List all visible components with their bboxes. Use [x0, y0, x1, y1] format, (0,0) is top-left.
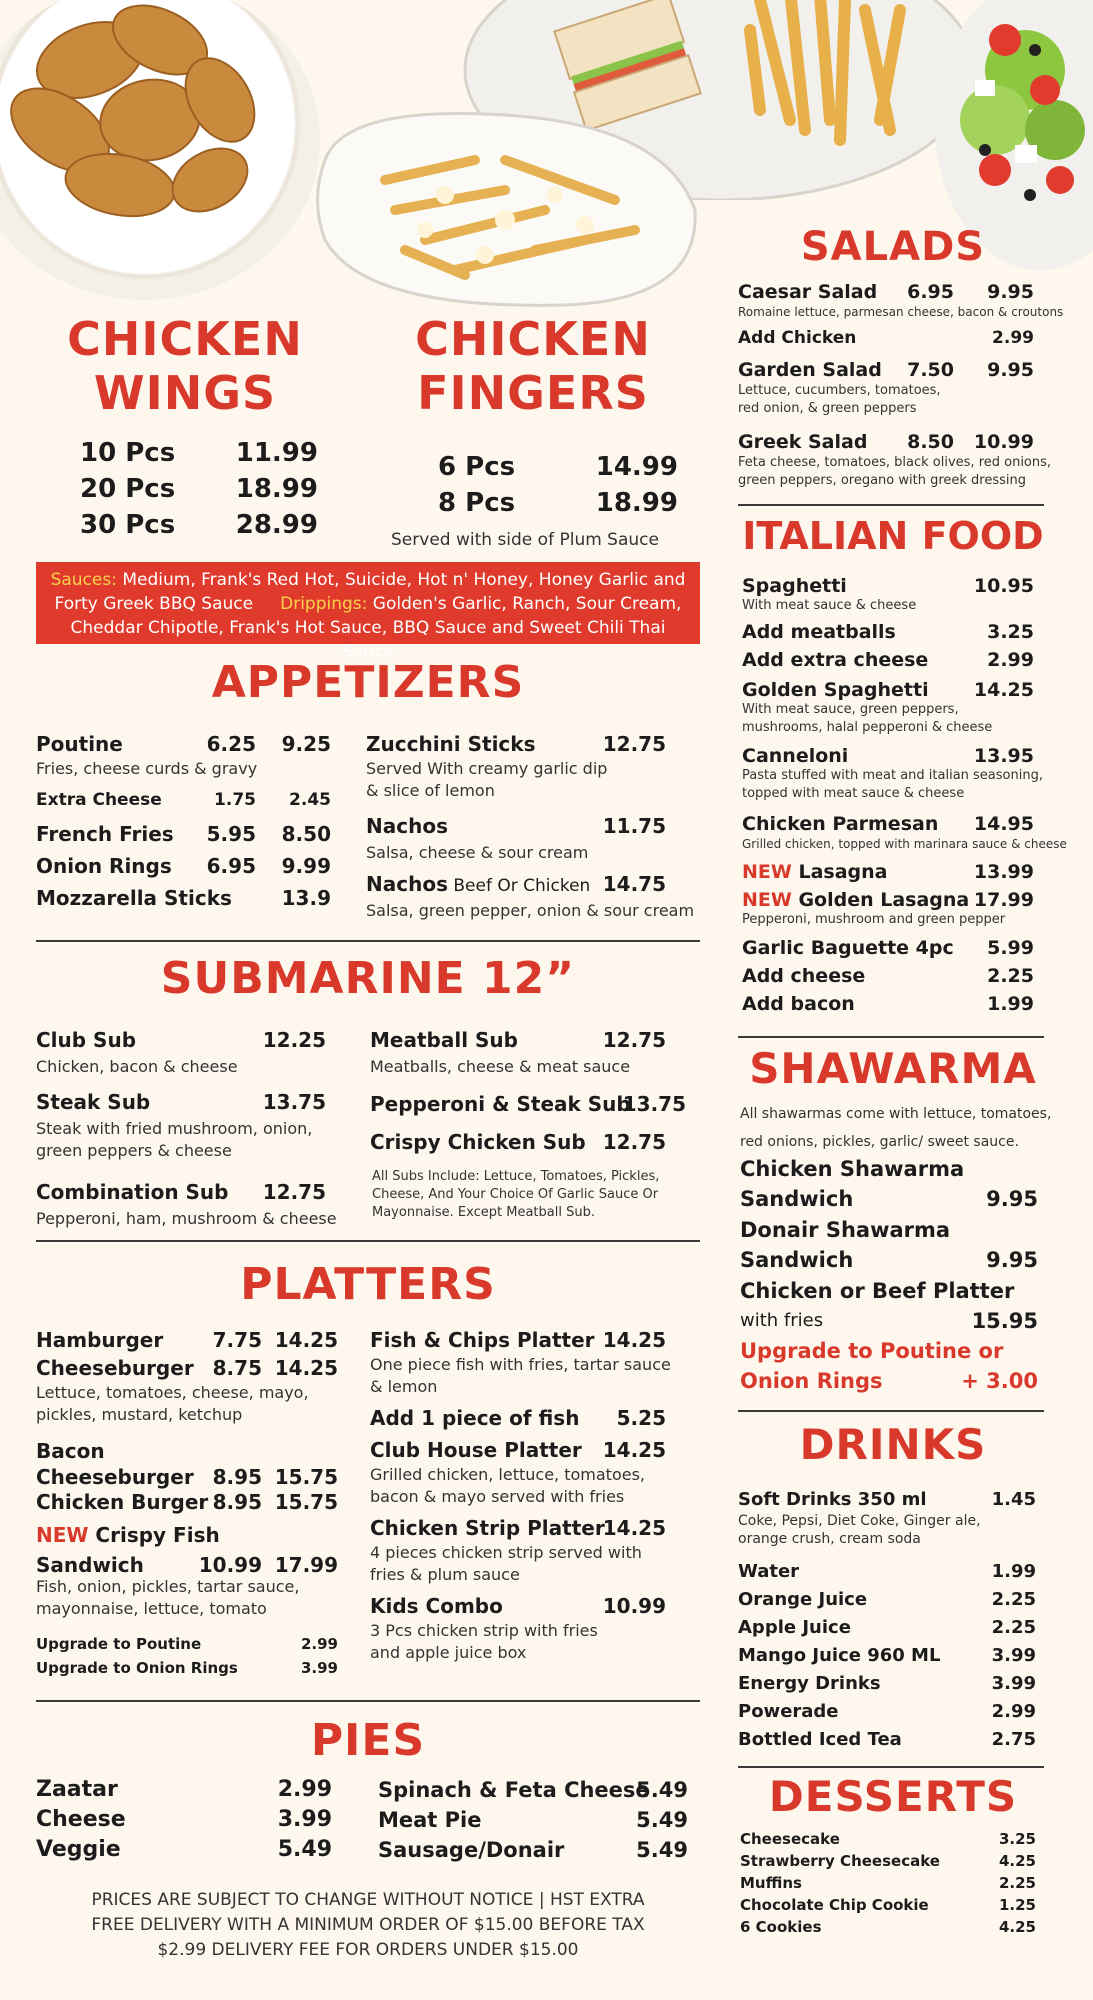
onion-rings-item: Onion Rings 6.95 9.99	[36, 854, 331, 878]
add-extra-cheese-item: Add extra cheese 2.99	[742, 649, 1034, 671]
drink-item: Water 1.99	[738, 1561, 1036, 1582]
divider	[738, 1036, 1044, 1038]
kids-combo-desc: 3 Pcs chicken strip with fries and apple juice box	[370, 1621, 598, 1662]
caesar-salad-item: Caesar Salad 6.95 9.95	[738, 281, 1034, 303]
footer-notice	[36, 1888, 700, 1963]
drink-item: Orange Juice 2.25	[738, 1589, 1036, 1610]
club-house-desc: Grilled chicken, lettuce, tomatoes, bacon & mayo served with fries	[370, 1465, 645, 1506]
cheeseburger-desc: Lettuce, tomatoes, cheese, mayo, pickles, mustard, ketchup	[36, 1383, 309, 1424]
soft-drinks-desc: Coke, Pepsi, Diet Coke, Ginger ale, orange crush, cream soda	[738, 1513, 981, 1547]
add-fish-item: Add 1 piece of fish 5.25	[370, 1406, 666, 1430]
divider	[738, 1410, 1044, 1412]
dessert-item: Strawberry Cheesecake 4.25	[740, 1852, 1036, 1870]
chicken-fingers-title-line1: CHICKEN	[415, 312, 651, 366]
canneloni-desc: Pasta stuffed with meat and italian seasoning, topped with meat sauce & cheese	[742, 768, 1043, 801]
wings-item: 30 Pcs 28.99	[80, 510, 318, 540]
platters-title: PLATTERS	[240, 1259, 496, 1310]
spaghetti-item: Spaghetti 10.95	[742, 575, 1034, 597]
pie-item: Meat Pie 5.49	[378, 1808, 688, 1832]
pie-item: Zaatar 2.99	[36, 1777, 332, 1802]
dessert-item: Chocolate Chip Cookie 1.25	[740, 1896, 1036, 1914]
chicken-wings-title-line2: WINGS	[93, 366, 277, 420]
wings-item: 20 Pcs 18.99	[80, 474, 318, 504]
steak-sub-item: Steak Sub 13.75	[36, 1090, 326, 1114]
shawarma-desc: All shawarmas come with lettuce, tomatoes, red onions, pickles, garlic/ sweet sauce.	[740, 1106, 1052, 1150]
meatball-sub-item: Meatball Sub 12.75	[370, 1028, 666, 1052]
chicken-parmesan-item: Chicken Parmesan 14.95	[742, 813, 1034, 835]
canneloni-item: Canneloni 13.95	[742, 745, 1034, 767]
nachos-desc: Salsa, cheese & sour cream	[366, 843, 589, 862]
poutine-photo	[305, 100, 705, 315]
golden-lasagna-item: NEW Golden Lasagna 17.99	[742, 889, 1034, 911]
chicken-fingers-title	[388, 312, 678, 420]
kids-combo-item: Kids Combo 10.99	[370, 1594, 666, 1618]
divider	[738, 1766, 1044, 1768]
extra-cheese-item: Extra Cheese 1.75 2.45	[36, 790, 331, 810]
fish-chips-item: Fish & Chips Platter 14.25	[370, 1328, 666, 1352]
nachos-item: Nachos 11.75	[366, 814, 666, 838]
meatball-sub-desc: Meatballs, cheese & meat sauce	[370, 1057, 631, 1076]
drinks-title: DRINKS	[799, 1420, 987, 1469]
italian-food-title: ITALIAN FOOD	[742, 514, 1044, 558]
crispy-fish-item: NEW Crispy Fish Sandwich 10.99 17.99	[36, 1523, 338, 1577]
chicken-strip-desc: 4 pieces chicken strip served with fries & plum sauce	[370, 1543, 642, 1584]
drink-item: Bottled Iced Tea 2.75	[738, 1729, 1036, 1750]
crispy-chicken-sub-item: Crispy Chicken Sub 12.75	[370, 1130, 666, 1154]
dessert-item: Cheesecake 3.25	[740, 1830, 1036, 1848]
upgrade-poutine-item: Upgrade to Poutine 2.99	[36, 1635, 338, 1653]
add-meatballs-item: Add meatballs 3.25	[742, 621, 1034, 643]
fingers-item: 6 Pcs 14.99	[438, 452, 678, 482]
drink-item: Energy Drinks 3.99	[738, 1673, 1036, 1694]
garden-salad-item: Garden Salad 7.50 9.95	[738, 359, 1034, 381]
poutine-desc: Fries, cheese curds & gravy	[36, 759, 258, 778]
chicken-parmesan-desc: Grilled chicken, topped with marinara sauce & cheese	[742, 837, 1067, 851]
combination-sub-desc: Pepperoni, ham, mushroom & cheese	[36, 1209, 337, 1228]
chicken-wings-title	[40, 312, 330, 420]
chicken-wings-title-line1: CHICKEN	[67, 312, 303, 366]
garlic-baguette-item: Garlic Baguette 4pc 5.99	[742, 937, 1034, 959]
cheeseburger-item: Cheeseburger 8.75 14.25	[36, 1356, 338, 1380]
upgrade-onion-item: Upgrade to Onion Rings 3.99	[36, 1659, 338, 1677]
fingers-item: 8 Pcs 18.99	[438, 488, 678, 518]
lasagna-item: NEW Lasagna 13.99	[742, 861, 1034, 883]
dessert-item: 6 Cookies 4.25	[740, 1918, 1036, 1936]
chicken-burger-item: Chicken Burger 8.95 15.75	[36, 1490, 338, 1514]
salads-title: SALADS	[800, 224, 986, 270]
footer-line: PRICES ARE SUBJECT TO CHANGE WITHOUT NOTICE | HST EXTRA	[91, 1890, 645, 1910]
fish-chips-desc: One piece fish with fries, tartar sauce & lemon	[370, 1355, 671, 1396]
add-cheese-item: Add cheese 2.25	[742, 965, 1034, 987]
pie-item: Cheese 3.99	[36, 1807, 332, 1832]
spaghetti-desc: With meat sauce & cheese	[742, 598, 917, 613]
zucchini-item: Zucchini Sticks 12.75	[366, 732, 666, 756]
wings-item: 10 Pcs 11.99	[80, 438, 318, 468]
footer-line: $2.99 DELIVERY FEE FOR ORDERS UNDER $15.00	[157, 1940, 579, 1960]
divider	[738, 504, 1044, 506]
upgrade-poutine-onion-item: Upgrade to Poutine or Onion Rings + 3.00	[740, 1339, 1038, 1393]
dessert-item: Muffins 2.25	[740, 1874, 1036, 1892]
pepperoni-steak-sub-item: Pepperoni & Steak Sub 13.75	[370, 1092, 686, 1116]
shawarma-title: SHAWARMA	[749, 1044, 1037, 1093]
golden-lasagna-desc: Pepperoni, mushroom and green pepper	[742, 912, 1006, 927]
sauces-text: Medium, Frank's Red Hot, Suicide, Hot n' Honey, Honey Garlic and Forty Greek BBQ Sauce	[54, 570, 686, 614]
drink-item: Powerade 2.99	[738, 1701, 1036, 1722]
hamburger-item: Hamburger 7.75 14.25	[36, 1328, 338, 1352]
pie-item: Sausage/Donair 5.49	[378, 1838, 688, 1862]
soft-drinks-item: Soft Drinks 350 ml 1.45	[738, 1489, 1036, 1510]
french-fries-item: French Fries 5.95 8.50	[36, 822, 331, 846]
add-bacon-item: Add bacon 1.99	[742, 993, 1034, 1015]
submarine-title: SUBMARINE 12”	[160, 953, 576, 1004]
donair-shawarma-item: Donair Shawarma Sandwich 9.95	[740, 1218, 1038, 1272]
footer-line: FREE DELIVERY WITH A MINIMUM ORDER OF $15.00 BEFORE TAX	[91, 1915, 645, 1935]
drippings-label: Drippings:	[280, 594, 368, 614]
crispy-fish-desc: Fish, onion, pickles, tartar sauce, mayonnaise, lettuce, tomato	[36, 1577, 300, 1618]
pie-item: Veggie 5.49	[36, 1837, 332, 1862]
club-sub-item: Club Sub 12.25	[36, 1028, 326, 1052]
chicken-fingers-title-line2: FINGERS	[417, 366, 649, 420]
divider	[36, 1240, 700, 1242]
add-chicken-item: Add Chicken 2.99	[738, 328, 1034, 348]
drink-item: Apple Juice 2.25	[738, 1617, 1036, 1638]
pies-title: PIES	[310, 1715, 426, 1766]
poutine-item: Poutine 6.25 9.25	[36, 732, 331, 756]
club-house-item: Club House Platter 14.25	[370, 1438, 666, 1462]
pie-item: Spinach & Feta Cheese 5.49	[378, 1778, 688, 1802]
sauces-banner	[36, 562, 700, 662]
garden-salad-desc: Lettuce, cucumbers, tomatoes, red onion, & green peppers	[738, 383, 941, 416]
subs-include-note: All Subs Include: Lettuce, Tomatoes, Pickles, Cheese, And Your Choice Of Garlic Sauce Or Mayonnaise. Except Meatball Sub.	[372, 1169, 660, 1220]
steak-sub-desc: Steak with fried mushroom, onion, green peppers & cheese	[36, 1119, 313, 1160]
chicken-shawarma-item: Chicken Shawarma Sandwich 9.95	[740, 1157, 1038, 1211]
divider	[36, 1700, 700, 1702]
combination-sub-item: Combination Sub 12.75	[36, 1180, 326, 1204]
nachos-meat-desc: Salsa, green pepper, onion & sour cream	[366, 901, 695, 920]
shawarma-platter-item: Chicken or Beef Platter with fries 15.95	[740, 1279, 1038, 1333]
wings-photo	[0, 0, 320, 300]
plum-sauce-note: Served with side of Plum Sauce	[391, 530, 659, 550]
golden-spaghetti-desc: With meat sauce, green peppers, mushrooms, halal pepperoni & cheese	[742, 702, 993, 735]
greek-salad-item: Greek Salad 8.50 10.99	[738, 431, 1034, 453]
zucchini-desc: Served With creamy garlic dip & slice of lemon	[366, 759, 608, 800]
bacon-cheeseburger-item: Bacon Cheeseburger 8.95 15.75	[36, 1439, 338, 1489]
mozzarella-item: Mozzarella Sticks 13.9	[36, 886, 331, 910]
golden-spaghetti-item: Golden Spaghetti 14.25	[742, 679, 1034, 701]
club-sub-desc: Chicken, bacon & cheese	[36, 1057, 238, 1076]
drink-item: Mango Juice 960 ML 3.99	[738, 1645, 1036, 1666]
appetizers-title: APPETIZERS	[211, 657, 525, 708]
caesar-salad-desc: Romaine lettuce, parmesan cheese, bacon & croutons	[738, 305, 1064, 319]
sauces-label: Sauces:	[50, 570, 117, 590]
divider	[36, 940, 700, 942]
nachos-meat-item: Nachos Beef Or Chicken 14.75	[366, 872, 666, 896]
greek-salad-desc: Feta cheese, tomatoes, black olives, red onions, green peppers, oregano with greek dressing	[738, 455, 1052, 488]
chicken-strip-item: Chicken Strip Platter 14.25	[370, 1516, 666, 1540]
drippings-text: Golden's Garlic, Ranch, Sour Cream, Cheddar Chipotle, Frank's Hot Sauce, BBQ Sauce and Sweet Chili Thai Sauce	[70, 594, 682, 662]
desserts-title: DESSERTS	[768, 1772, 1018, 1821]
